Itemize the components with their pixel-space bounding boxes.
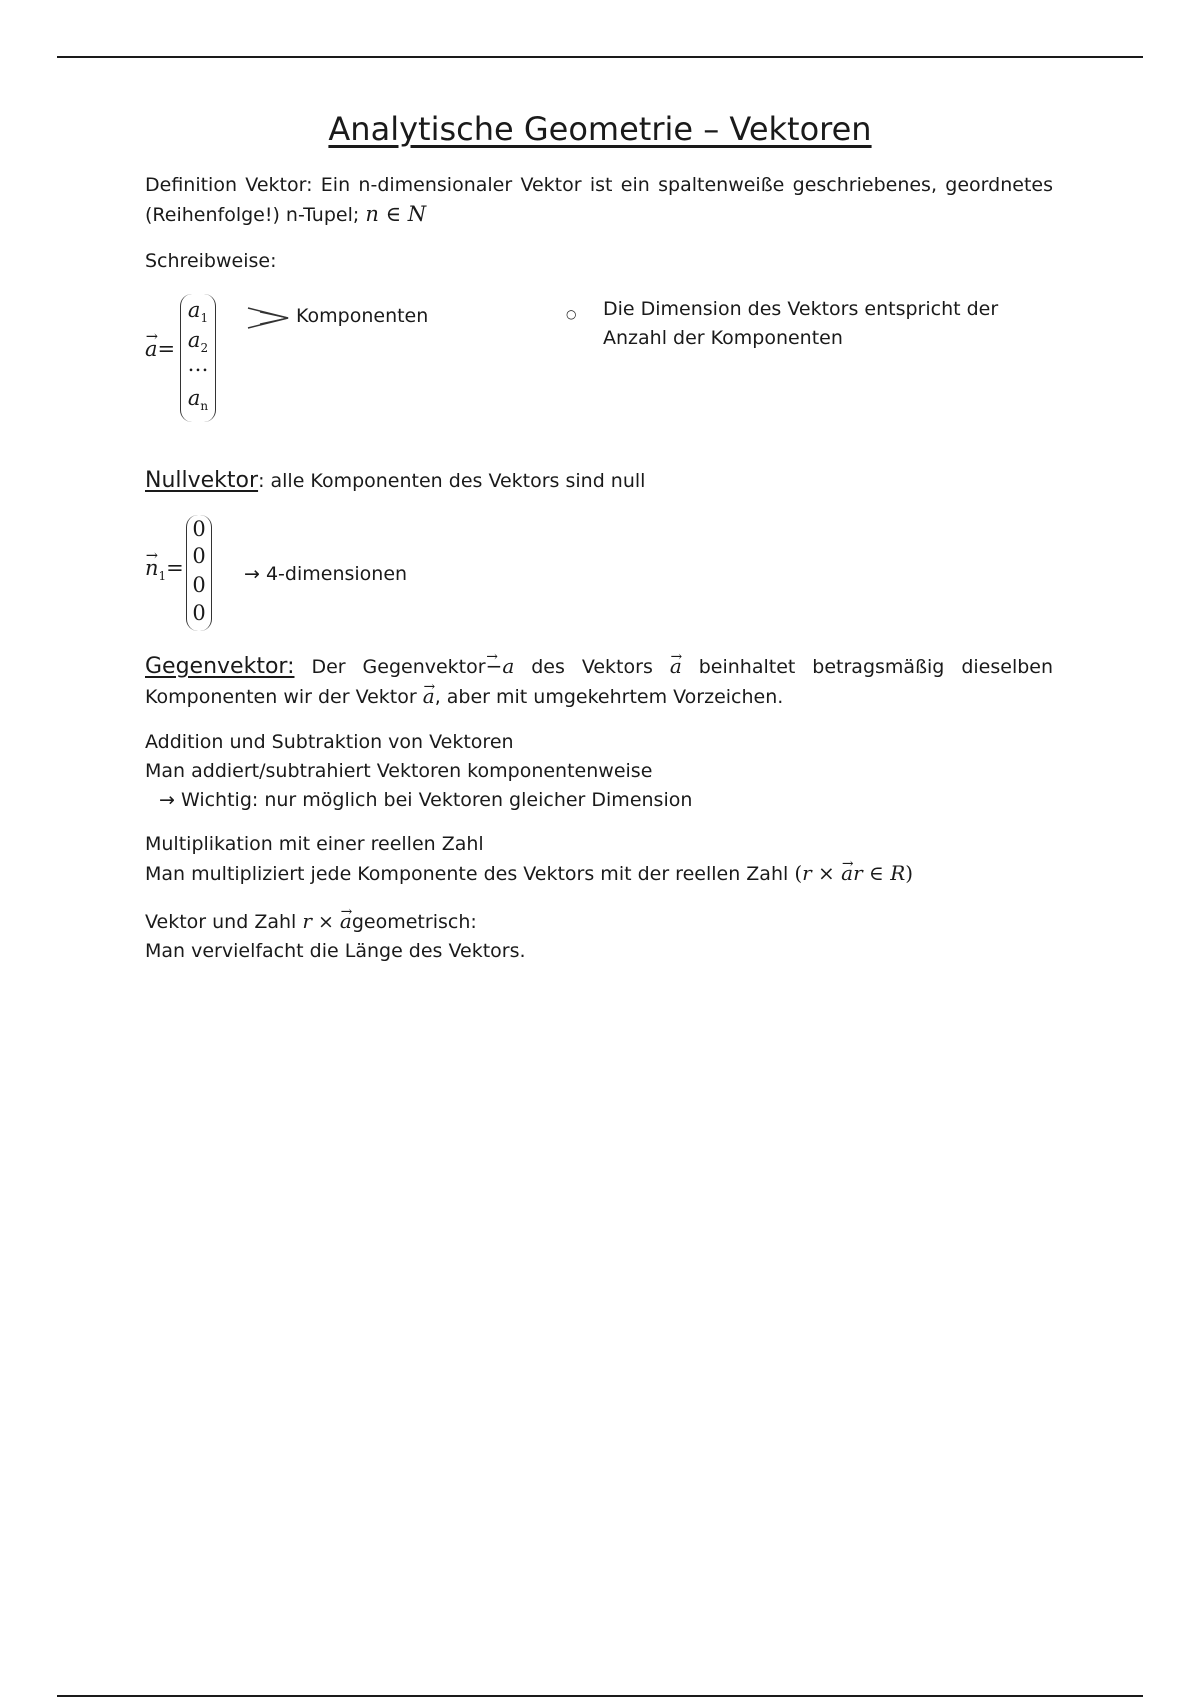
dimension-note-line1: Die Dimension des Vektors entspricht der	[603, 298, 999, 320]
nullvector-entry-1: 0	[192, 517, 206, 541]
gegenvektor-text-1: Der Gegenvektor	[311, 656, 486, 678]
multiplication-formula: (r × → ar ∈ R)	[794, 861, 913, 885]
gegenvektor-math-a-2: → a	[423, 682, 435, 711]
components-brace-arrow	[246, 305, 292, 331]
nullvektor-heading: Nullvektor	[145, 468, 259, 493]
nullvector-dimension-note: → 4-dimensionen	[244, 563, 408, 585]
page-title: Analytische Geometrie – Vektoren	[328, 110, 872, 148]
vector-a-entry-n: $a_n$	[187, 386, 209, 414]
bullet-icon: ○	[566, 307, 577, 321]
vector-a-lhs: → a=	[145, 337, 175, 361]
definition-math: n ∈ N	[365, 202, 427, 226]
nullvektor-line	[145, 466, 1053, 496]
nullvector-symbol: → n	[145, 556, 159, 580]
gegenvektor-math-a: → a	[670, 652, 682, 681]
nullvector-entry-2: 0	[192, 544, 206, 568]
vector-a-entry-2: $a_2$	[187, 328, 209, 356]
multiplication-section	[145, 830, 1053, 889]
definition-text: Definition Vektor: Ein n-dimensionaler Vektor ist ein spaltenweiße geschriebenes, geordnetes (Reihenfolge!) n-Tupel;	[145, 174, 1053, 226]
geometric-text: Man vervielfacht die Länge des Vektors.	[145, 940, 526, 962]
addition-text: Man addiert/subtrahiert Vektoren komponentenweise	[145, 760, 653, 782]
addition-section	[145, 728, 1053, 815]
gegenvektor-math-neg-a: → −a	[486, 654, 515, 678]
gegenvektor-text-2: des Vektors	[531, 656, 653, 678]
gegenvektor-heading: Gegenvektor:	[145, 654, 295, 679]
gegenvektor-text-3: beinhaltet betragsmäßig dieselben Komponenten wir der Vektor	[145, 656, 1054, 708]
nullvektor-text: : alle Komponenten des Vektors sind null	[258, 470, 646, 492]
definition-paragraph	[145, 171, 1053, 230]
dimension-note	[603, 295, 1023, 353]
nullvector-entry-4: 0	[192, 601, 206, 625]
multiplication-text: Man multipliziert jede Komponente des Vektors mit der reellen Zahl (r × → ar ∈ R)	[145, 859, 1053, 889]
vector-a-symbol: → a	[145, 337, 158, 361]
geometric-heading: Vektor und Zahl r × → ageometrisch:	[145, 907, 1053, 937]
footer-rule	[57, 1695, 1143, 1697]
vector-a-matrix	[180, 294, 216, 422]
vector-a-entry-dots: …	[187, 352, 209, 376]
gegenvektor-text-4: , aber mit umgekehrtem Vorzeichen.	[434, 686, 784, 708]
vector-a-entry-1: $a_1$	[187, 298, 209, 326]
addition-note: → Wichtig: nur möglich bei Vektoren gleicher Dimension	[159, 789, 693, 811]
nullvector-matrix	[186, 515, 212, 631]
geometric-section	[145, 907, 1053, 966]
addition-heading: Addition und Subtraktion von Vektoren	[145, 731, 514, 753]
nullvector-entry-3: 0	[192, 573, 206, 597]
header-rule	[57, 56, 1143, 58]
nullvector-lhs: → $n_1=$	[145, 556, 184, 583]
notation-label: Schreibweise:	[145, 250, 277, 272]
dimension-note-line2: Anzahl der Komponenten	[603, 327, 843, 349]
gegenvektor-paragraph	[145, 652, 1053, 712]
multiplication-heading: Multiplikation mit einer reellen Zahl	[145, 833, 484, 855]
components-label: Komponenten	[296, 305, 429, 327]
